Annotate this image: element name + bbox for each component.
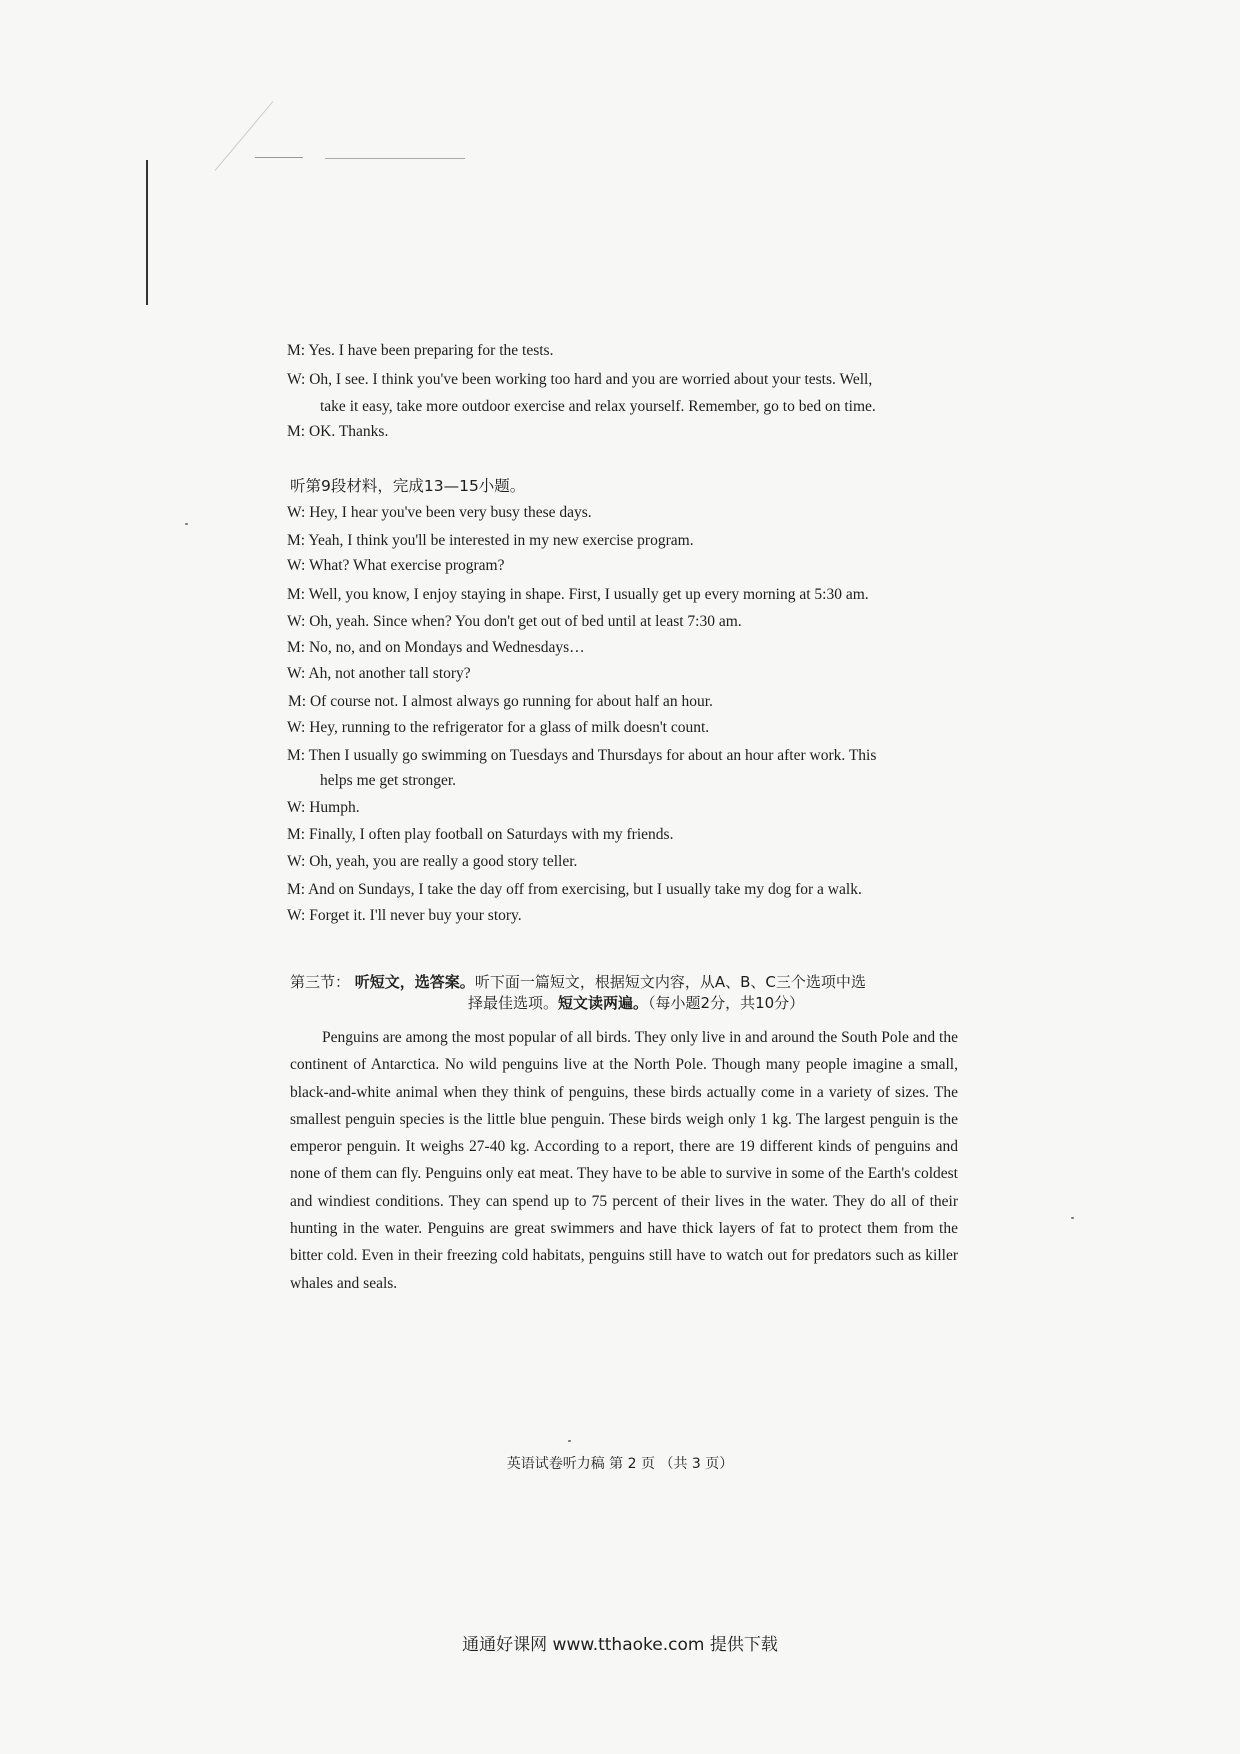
section-3-heading (290, 972, 960, 1014)
dialogue-line: W: Hey, running to the refrigerator for a glass of milk doesn't count. (287, 719, 710, 736)
dialogue-line: W: Hey, I hear you've been very busy these days. (287, 504, 592, 521)
page-footer: 英语试卷听力稿 第 2 页 （共 3 页） (506, 1456, 734, 1472)
dialogue-line-continued: take it easy, take more outdoor exercise and relax yourself. Remember, go to bed on time. (320, 398, 876, 415)
scan-speck (568, 1440, 571, 1442)
dialogue-line: M: And on Sundays, I take the day off from exercising, but I usually take my dog for a walk. (287, 881, 862, 898)
scan-speck (185, 523, 188, 525)
read-twice-note: 短文读两遍。 (558, 994, 649, 1012)
scan-margin-line (215, 101, 274, 171)
dialogue-line: M: No, no, and on Mondays and Wednesdays… (287, 639, 585, 656)
passage-text: Penguins are among the most popular of all birds. They only live in and around the South Pole and the continent of Antarctica. No wild penguins live at the North Pole. Though many people imagine a small, black-and-white animal when they think of penguins, these birds actually come in a variety of sizes. The smallest penguin species is the little blue penguin. These birds weigh only 1 kg. The largest penguin is the emperor penguin. It weighs 27-40 kg. According to a report, there are 19 different kinds of penguins and none of them can fly. Penguins only eat meat. They have to be able to survive in some of the Earth's coldest and windiest conditions. They can spend up to 75 percent of their lives in the water. They do all of their hunting in the water. Penguins are great swimmers and have thick layers of fat to protect them from the bitter cold. Even in their freezing cold habitats, penguins still have to watch out for predators such as killer whales and seals. (290, 1029, 958, 1292)
dialogue-line-continued: helps me get stronger. (320, 772, 457, 789)
dialogue-line: M: Well, you know, I enjoy staying in shape. First, I usually get up every morning at 5:30 am. (287, 586, 869, 603)
scan-margin-line (146, 160, 148, 305)
dialogue-line: W: Oh, yeah. Since when? You don't get out of bed until at least 7:30 am. (287, 613, 742, 630)
section-instruction-line-2 (290, 993, 960, 1014)
scoring-note: （每小题2分，共10分） (648, 994, 805, 1012)
section-instruction: 听下面一篇短文，根据短文内容，从A、B、C三个选项中选 (474, 973, 866, 991)
dialogue-line: W: Humph. (287, 799, 360, 816)
section-title: 听短文，选答案。 (354, 973, 475, 991)
penguin-passage (290, 1024, 958, 1297)
dialogue-line: M: OK. Thanks. (287, 423, 389, 440)
dialogue-line: M: Then I usually go swimming on Tuesdays and Thursdays for about an hour after work. This (287, 747, 877, 764)
scan-margin-line (325, 158, 465, 159)
dialogue-line: M: Finally, I often play football on Saturdays with my friends. (287, 826, 674, 843)
dialogue-line: W: Forget it. I'll never buy your story. (287, 907, 522, 924)
section-label: 第三节： (290, 973, 351, 991)
download-watermark: 通通好课网 www.tthaoke.com 提供下载 (462, 1635, 778, 1655)
dialogue-line: W: Ah, not another tall story? (287, 665, 471, 682)
scan-margin-line (255, 157, 303, 158)
dialogue-line: W: What? What exercise program? (287, 557, 505, 574)
dialogue-line: M: Yes. I have been preparing for the tests. (287, 342, 554, 359)
dialogue-line: W: Oh, yeah, you are really a good story teller. (287, 853, 578, 870)
dialogue-line: W: Oh, I see. I think you've been working too hard and you are worried about your tests. Well, (287, 371, 873, 388)
section-instruction-2: 择最佳选项。 (468, 994, 559, 1012)
scan-speck (1071, 1217, 1074, 1219)
dialogue-line: M: Yeah, I think you'll be interested in my new exercise program. (287, 532, 694, 549)
dialogue-line: M: Of course not. I almost always go running for about half an hour. (288, 693, 713, 710)
material-9-heading: 听第9段材料，完成13—15小题。 (290, 477, 526, 495)
